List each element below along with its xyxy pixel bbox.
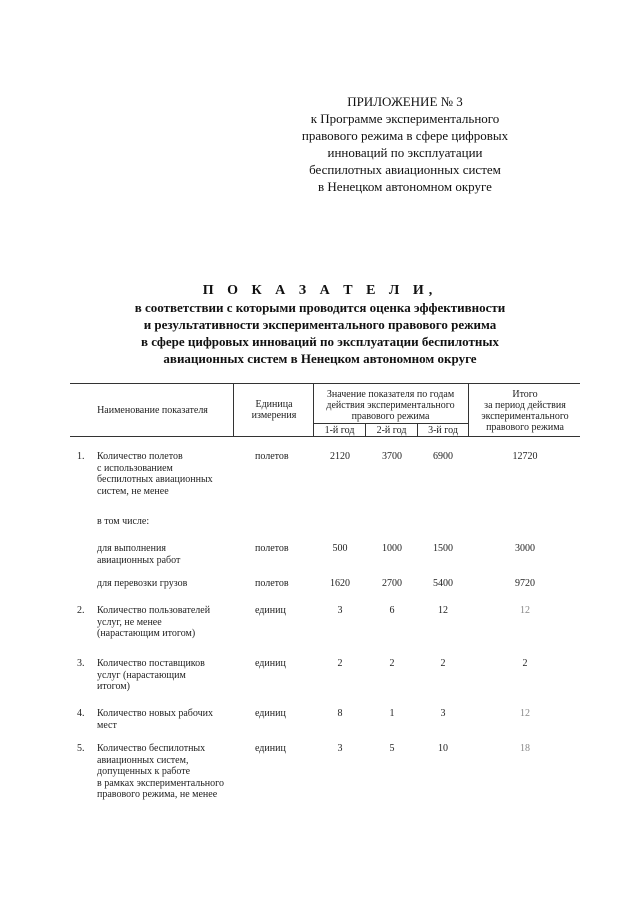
row-total: 9720 (515, 578, 535, 589)
row-unit: полетов (255, 578, 289, 589)
row-unit: полетов (255, 543, 289, 554)
row-name-line: в том числе: (97, 516, 150, 527)
row-name-line: мест (97, 719, 117, 731)
row-name (97, 658, 232, 693)
row-year-3: 10 (438, 743, 448, 754)
row-name (97, 605, 232, 640)
row-name-line: правового режима, не менее (97, 789, 218, 800)
header-unit (236, 399, 312, 421)
appendix-line: правового режима в сфере цифровых (301, 128, 509, 143)
header-name: Наименование показателя (97, 405, 208, 416)
row-name-line: для перевозки грузов (97, 578, 188, 589)
row-year-1: 500 (332, 543, 348, 554)
row-unit: единиц (255, 743, 286, 754)
row-year-1: 2120 (330, 451, 350, 462)
row-total: 12 (520, 708, 530, 719)
row-name-line: систем, не менее (97, 485, 169, 497)
row-number: 2. (77, 605, 85, 616)
appendix-line: ПРИЛОЖЕНИЕ № 3 (347, 94, 463, 109)
header-unit-line: измерения (251, 410, 297, 421)
row-name (97, 516, 232, 528)
subtitle-line: в соответствии с которыми проводится оценка эффективности (134, 300, 506, 315)
row-total: 12 (520, 605, 530, 616)
subtitle-line: и результативности экспериментального правового режима (143, 317, 497, 332)
row-name (97, 708, 232, 731)
row-unit: единиц (255, 658, 286, 669)
header-total-line: экспериментального (481, 411, 569, 422)
row-name (97, 451, 232, 497)
header-total-line: правового режима (486, 422, 564, 433)
row-year-2: 6 (389, 605, 395, 616)
row-unit: единиц (255, 708, 286, 719)
row-name-line: услуг, не менее (97, 616, 162, 628)
row-total: 3000 (515, 543, 535, 554)
row-number: 4. (77, 708, 85, 719)
row-name-line: итогом) (97, 681, 130, 692)
row-year-1: 2 (337, 658, 343, 669)
row-year-3: 5400 (433, 578, 453, 589)
appendix-line: беспилотных авиационных систем (309, 162, 501, 177)
row-year-3: 2 (440, 658, 446, 669)
subtitle-line: в сфере цифровых инноваций по эксплуатации беспилотных (140, 334, 500, 349)
row-year-2: 2700 (382, 578, 402, 589)
row-name-line: Количество беспилотных (97, 743, 206, 754)
row-number: 5. (77, 743, 85, 754)
appendix-line: инноваций по эксплуатации (327, 145, 483, 160)
row-name-line: (нарастающим итогом) (97, 628, 196, 639)
row-number: 3. (77, 658, 85, 669)
row-name (97, 578, 232, 590)
row-year-2: 5 (389, 743, 395, 754)
row-name (97, 743, 247, 801)
row-year-3: 12 (438, 605, 448, 616)
row-name-line: допущенных к работе (97, 766, 191, 777)
row-year-2: 1000 (382, 543, 402, 554)
document-subtitle (60, 299, 580, 367)
row-name-line: услуг (нарастающим (97, 669, 186, 681)
year-header-divider (313, 423, 468, 424)
header-year-1: 1-й год (324, 425, 355, 436)
appendix-line: в Ненецком автономном округе (318, 179, 492, 194)
table-header-bottom-border (70, 436, 580, 437)
header-unit-line: Единица (255, 399, 293, 410)
row-year-2: 1 (389, 708, 395, 719)
header-value-line: Значение показателя по годам (326, 389, 455, 400)
row-name-line: Количество новых рабочих (97, 708, 214, 719)
row-year-1: 1620 (330, 578, 350, 589)
row-name-line: Количество поставщиков (97, 658, 205, 669)
row-name-line: Количество полетов (97, 451, 183, 462)
row-name-line: авиационных работ (97, 554, 181, 566)
row-number: 1. (77, 451, 85, 462)
row-name-line: авиационных систем, (97, 754, 189, 766)
row-name-line: с использованием (97, 462, 173, 474)
row-unit: полетов (255, 451, 289, 462)
header-value (314, 389, 467, 422)
header-total-line: за период действия (484, 400, 566, 411)
row-name-line: Количество пользователей (97, 605, 211, 616)
header-year-2: 2-й год (376, 425, 407, 436)
row-name (97, 543, 232, 566)
table-top-border (70, 383, 580, 384)
row-year-3: 3 (440, 708, 446, 719)
row-year-1: 3 (337, 605, 343, 616)
row-total: 18 (520, 743, 530, 754)
header-value-line: действия экспериментального (326, 400, 455, 411)
header-total-line: Итого (512, 389, 538, 400)
header-total (470, 389, 580, 433)
row-year-2: 3700 (382, 451, 402, 462)
column-divider (468, 383, 469, 436)
row-year-1: 3 (337, 743, 343, 754)
appendix-caption (290, 93, 520, 195)
header-value-line: правового режима (351, 411, 430, 422)
row-year-2: 2 (389, 658, 395, 669)
row-unit: единиц (255, 605, 286, 616)
subtitle-line: авиационных систем в Ненецком автономном округе (163, 351, 477, 366)
row-year-3: 6900 (433, 451, 453, 462)
row-year-1: 8 (337, 708, 343, 719)
header-year-3: 3-й год (428, 425, 458, 436)
column-divider (233, 383, 234, 436)
appendix-line: к Программе экспериментального (310, 111, 500, 126)
row-name-line: для выполнения (97, 543, 166, 554)
row-total: 12720 (512, 451, 538, 462)
row-total: 2 (522, 658, 528, 669)
row-name-line: в рамках экспериментального (97, 777, 225, 789)
row-year-3: 1500 (433, 543, 453, 554)
document-title: П О К А З А Т Е Л И, (202, 283, 438, 298)
row-name-line: беспилотных авиационных (97, 474, 213, 485)
